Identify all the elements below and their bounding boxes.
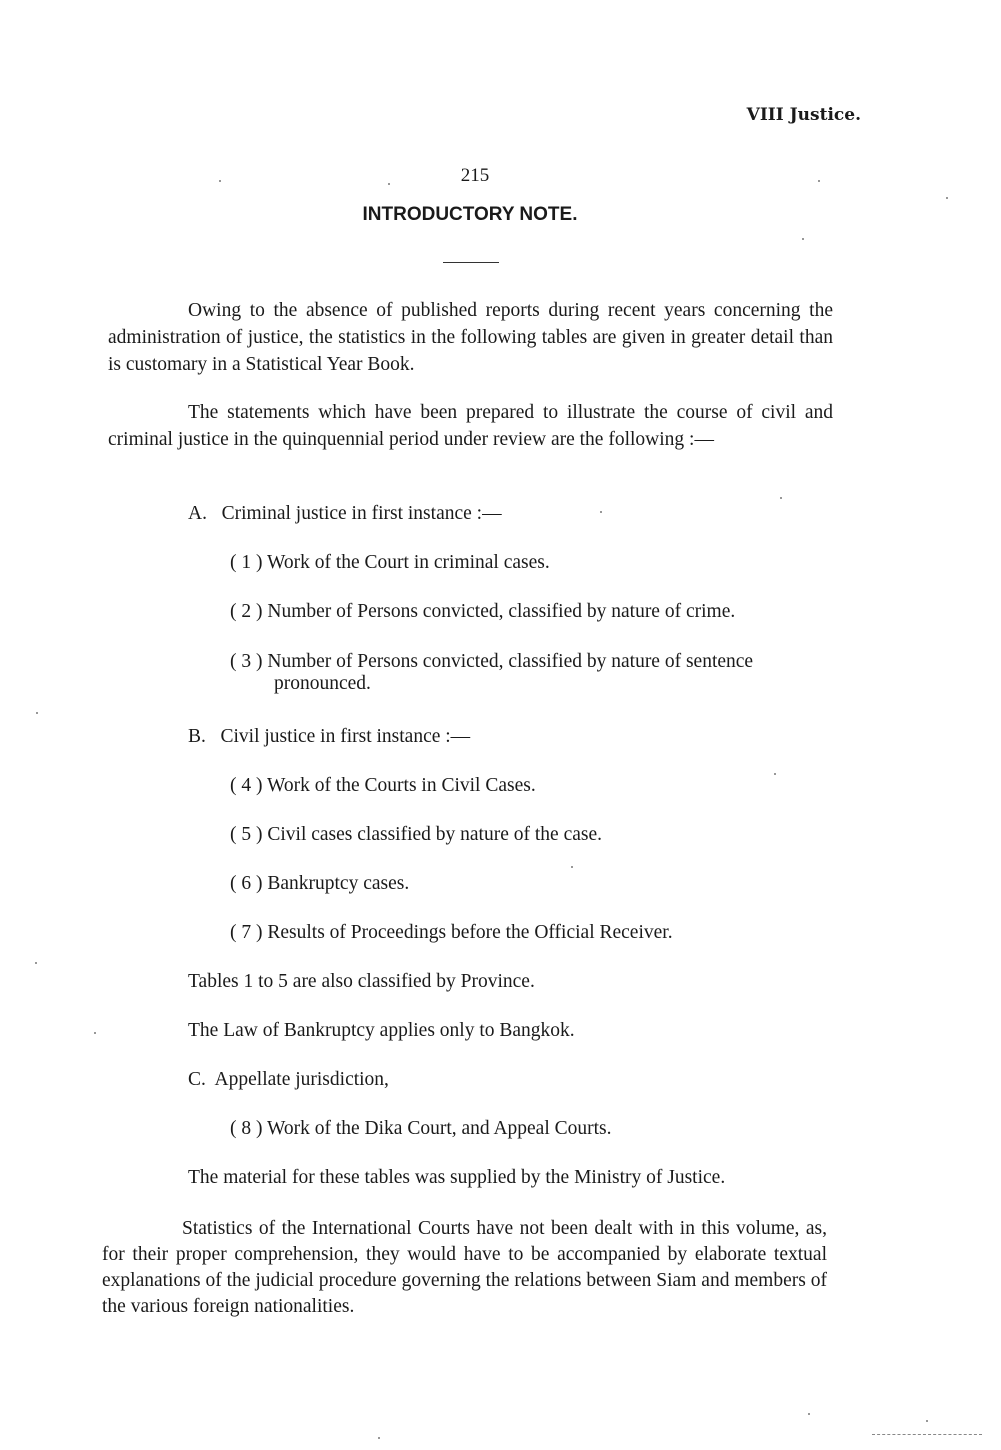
list-item-continuation: pronounced. [274,673,371,694]
note-bankruptcy-law: The Law of Bankruptcy applies only to Bangkok. [188,1020,575,1041]
intro-paragraph: Owing to the absence of published reports during recent years concerning the administration of justice, the statistics in the following tables are given in greater detail than is customary in a Statistical Year Book. [108,300,833,375]
list-item: ( 5 ) Civil cases classified by nature of the case. [230,824,602,845]
list-item: ( 1 ) Work of the Court in criminal cases. [230,552,550,573]
page-title: INTRODUCTORY NOTE. [362,204,578,225]
title-divider [443,262,499,263]
closing-paragraph: Statistics of the International Courts have not been dealt with in this volume, as, for their proper comprehension, they would have to be accompanied by elaborate textual explanations of the judicial procedure governing the relations between Siam and members of the various foreign nationalities. [102,1218,827,1317]
statements-paragraph: The statements which have been prepared to illustrate the course of civil and criminal justice in the quinquennial period under review are the following :— [108,402,833,450]
list-item: ( 8 ) Work of the Dika Court, and Appeal Courts. [230,1118,612,1139]
list-item: ( 4 ) Work of the Courts in Civil Cases. [230,775,536,796]
list-item: ( 7 ) Results of Proceedings before the Official Receiver. [230,922,673,943]
note-tables-by-province: Tables 1 to 5 are also classified by Province. [188,971,535,992]
running-header: VIII Justice. [746,105,861,125]
section-b-heading: B. Civil justice in first instance :— [188,726,471,747]
page-number: 215 [460,165,490,186]
list-item [230,651,753,695]
section-a-heading: A. Criminal justice in first instance :— [188,503,502,524]
scan-edge-mark [872,1434,982,1435]
list-item: ( 2 ) Number of Persons convicted, classified by nature of crime. [230,601,736,622]
list-item-line: ( 3 ) Number of Persons convicted, classified by nature of sentence [230,651,754,672]
section-c-heading: C. Appellate jurisdiction, [188,1069,389,1090]
note-material-source: The material for these tables was supplied by the Ministry of Justice. [188,1167,726,1188]
list-item: ( 6 ) Bankruptcy cases. [230,873,410,894]
